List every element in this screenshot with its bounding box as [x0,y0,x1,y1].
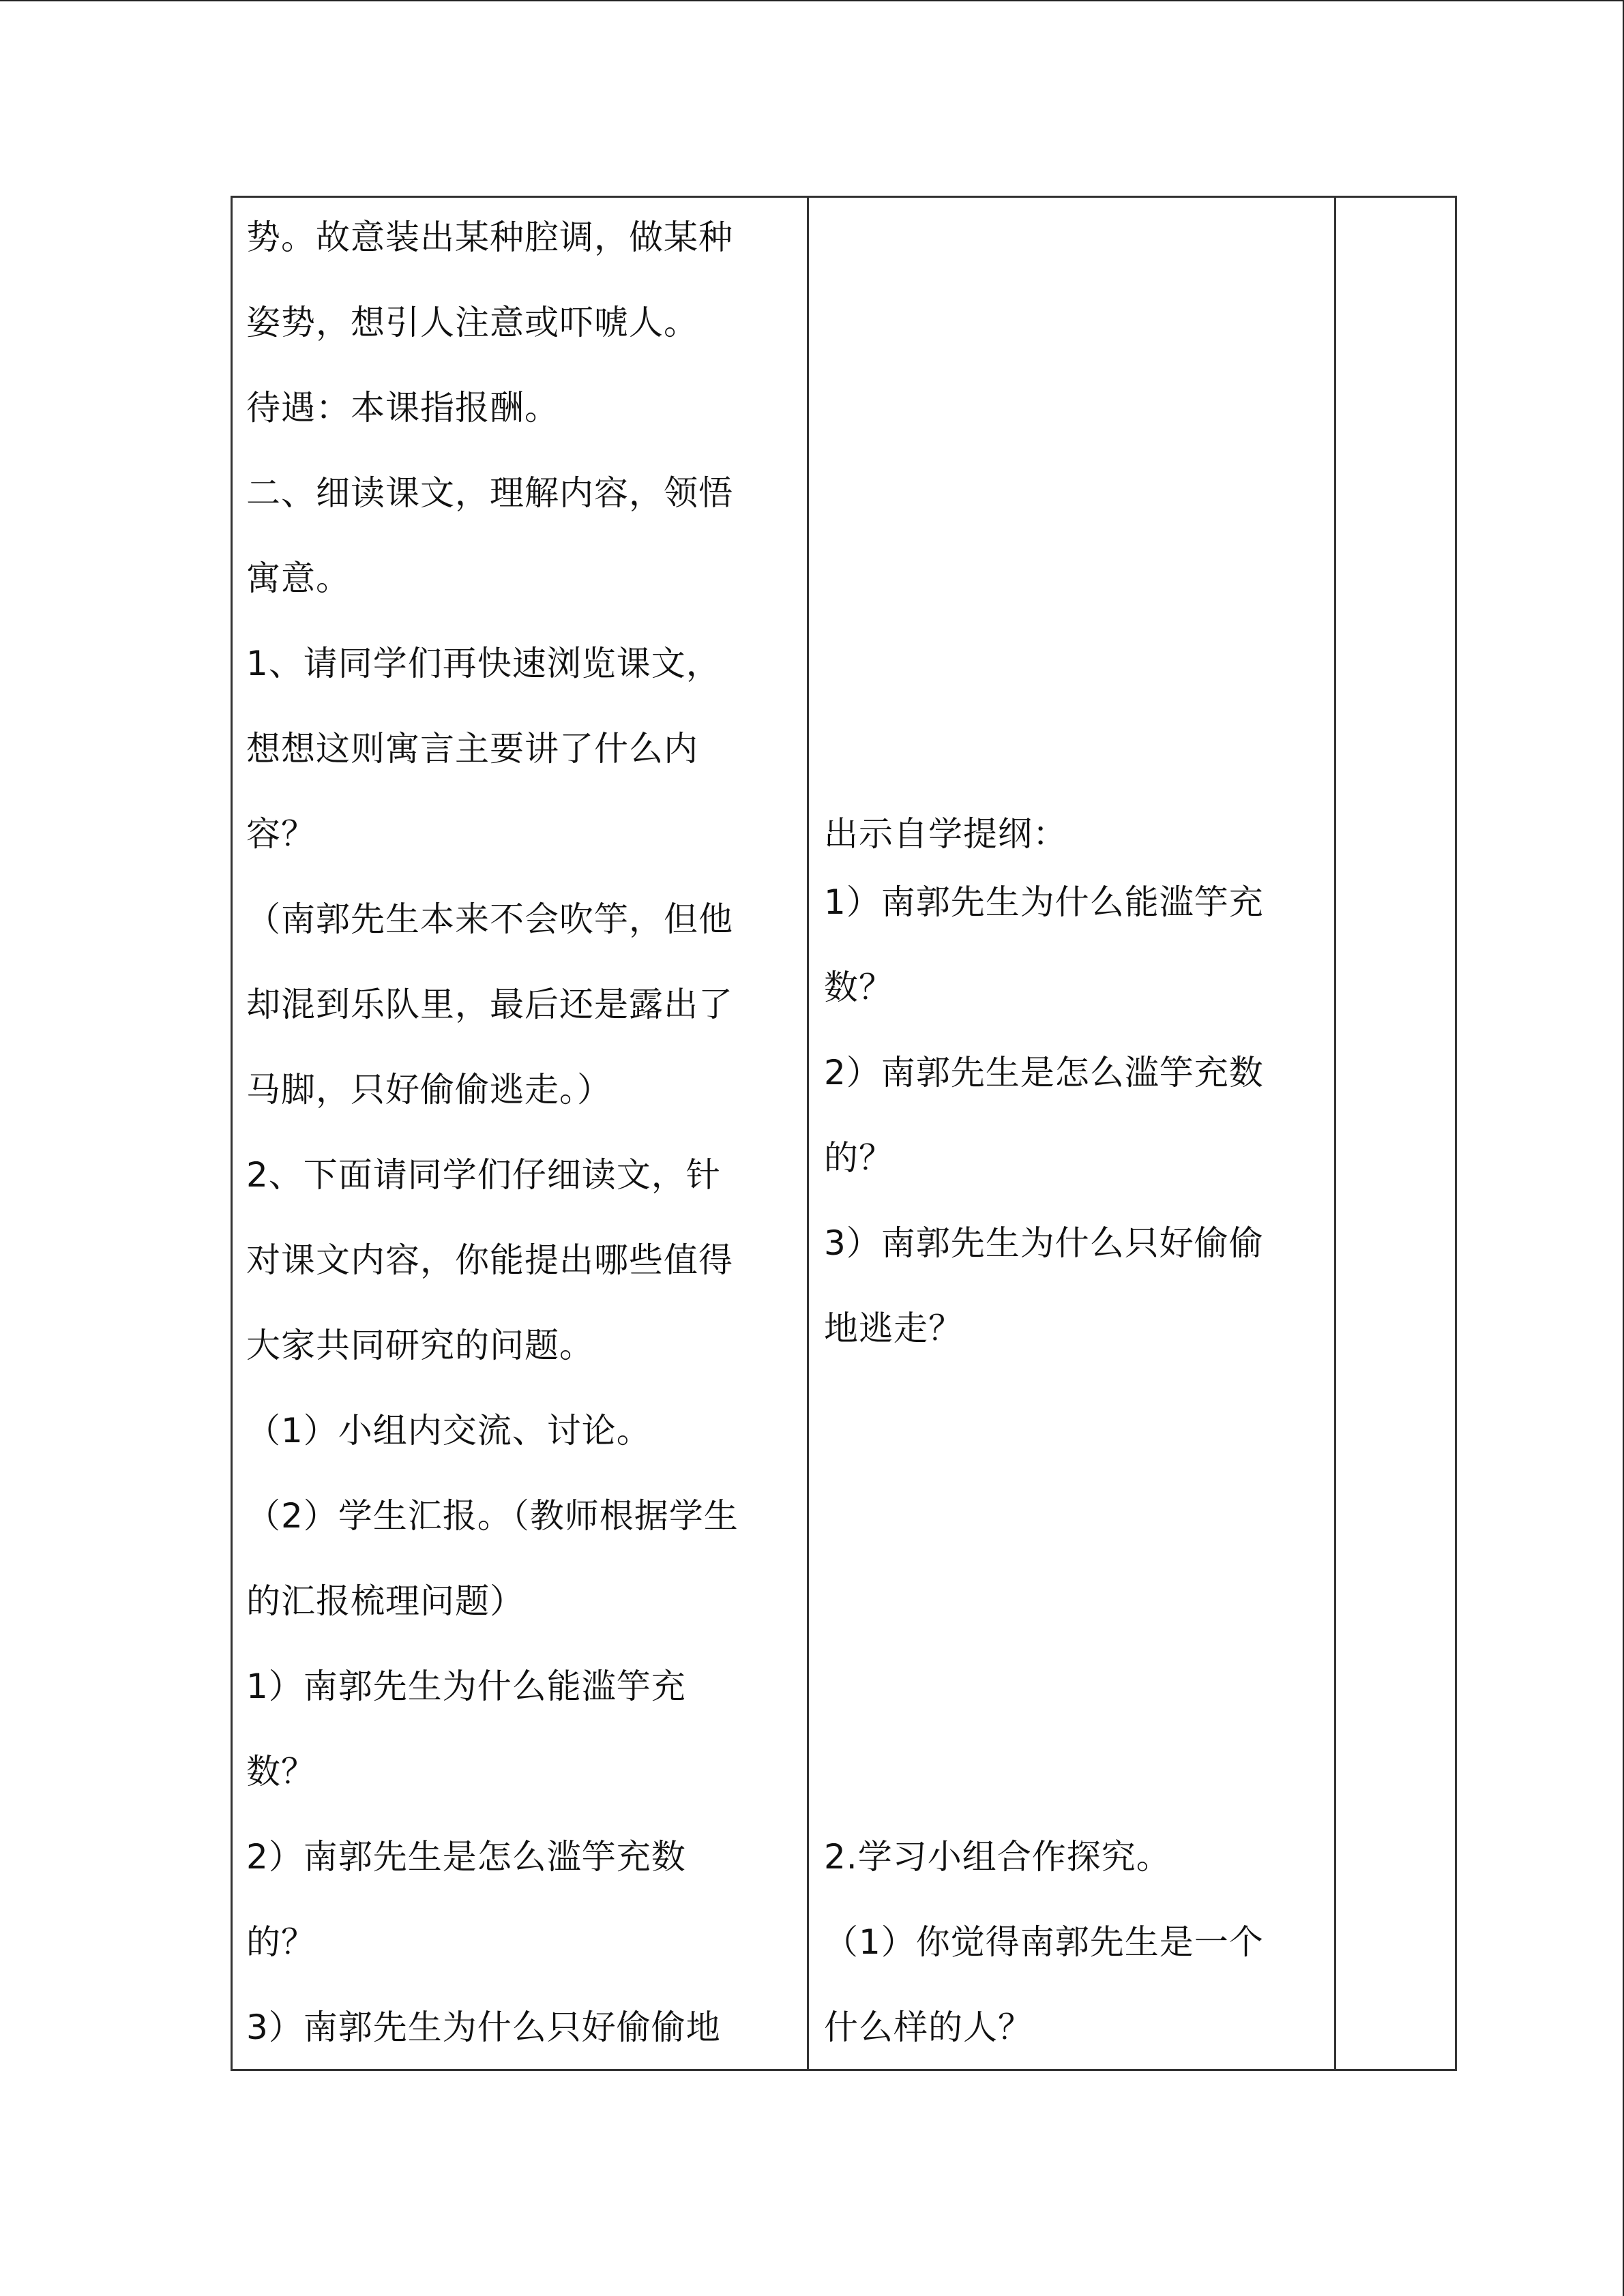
text-line: 什么样的人？ [824,2008,1033,2047]
text-line: （1）小组内交流、讨论。 [246,1411,651,1450]
text-line: 大家共同研究的问题。 [246,1326,594,1365]
text-line: 2.学习小组合作探究。 [824,1837,1171,1877]
text-line: （2）学生汇报。（教师根据学生 [246,1496,739,1536]
text-line: 的？ [246,1922,316,1962]
text-line: 却混到乐队里，最后还是露出了 [246,985,733,1024]
text-line: 的？ [824,1138,894,1178]
text-line: 马脚，只好偷偷逃走。） [246,1070,612,1109]
text-line: 待遇：本课指报酬。 [246,388,559,428]
text-line: 3）南郭先生为什么只好偷偷 [824,1223,1264,1263]
text-line: 容？ [246,814,316,854]
text-line: 2）南郭先生是怎么滥竽充数 [246,1837,686,1877]
teaching-process-column [233,198,809,2069]
text-line: 势。故意装出某种腔调，做某种 [246,218,733,257]
text-line: 二、细读课文，理解内容，领悟 [246,473,733,513]
text-line: 想想这则寓言主要讲了什么内 [246,729,698,769]
text-line: 姿势，想引人注意或吓唬人。 [246,303,698,342]
text-line: 2）南郭先生是怎么滥竽充数 [824,1053,1264,1092]
text-line: 的汇报梳理问题） [246,1581,525,1621]
activity-column [809,198,1336,2069]
page-border-top [0,0,1624,1]
text-line: 1）南郭先生为什么能滥竽充 [824,882,1264,922]
text-line: 出示自学提纲： [824,814,1067,854]
text-line: （南郭先生本来不会吹竽，但他 [246,899,733,939]
text-line: 数？ [824,968,894,1007]
text-line: （1）你觉得南郭先生是一个 [824,1922,1264,1962]
text-line: 对课文内容，你能提出哪些值得 [246,1240,733,1280]
text-line: 数？ [246,1752,316,1791]
lesson-plan-table [231,196,1457,2071]
text-line: 3）南郭先生为什么只好偷偷地 [246,2008,721,2047]
text-line: 地逃走？ [824,1309,963,1348]
text-line: 寓意。 [246,558,351,598]
text-line: 1）南郭先生为什么能滥竽充 [246,1667,686,1706]
text-line: 1、请同学们再快速浏览课文， [246,644,721,683]
text-line: 2、下面请同学们仔细读文，针 [246,1155,721,1195]
notes-column [1336,198,1455,2069]
